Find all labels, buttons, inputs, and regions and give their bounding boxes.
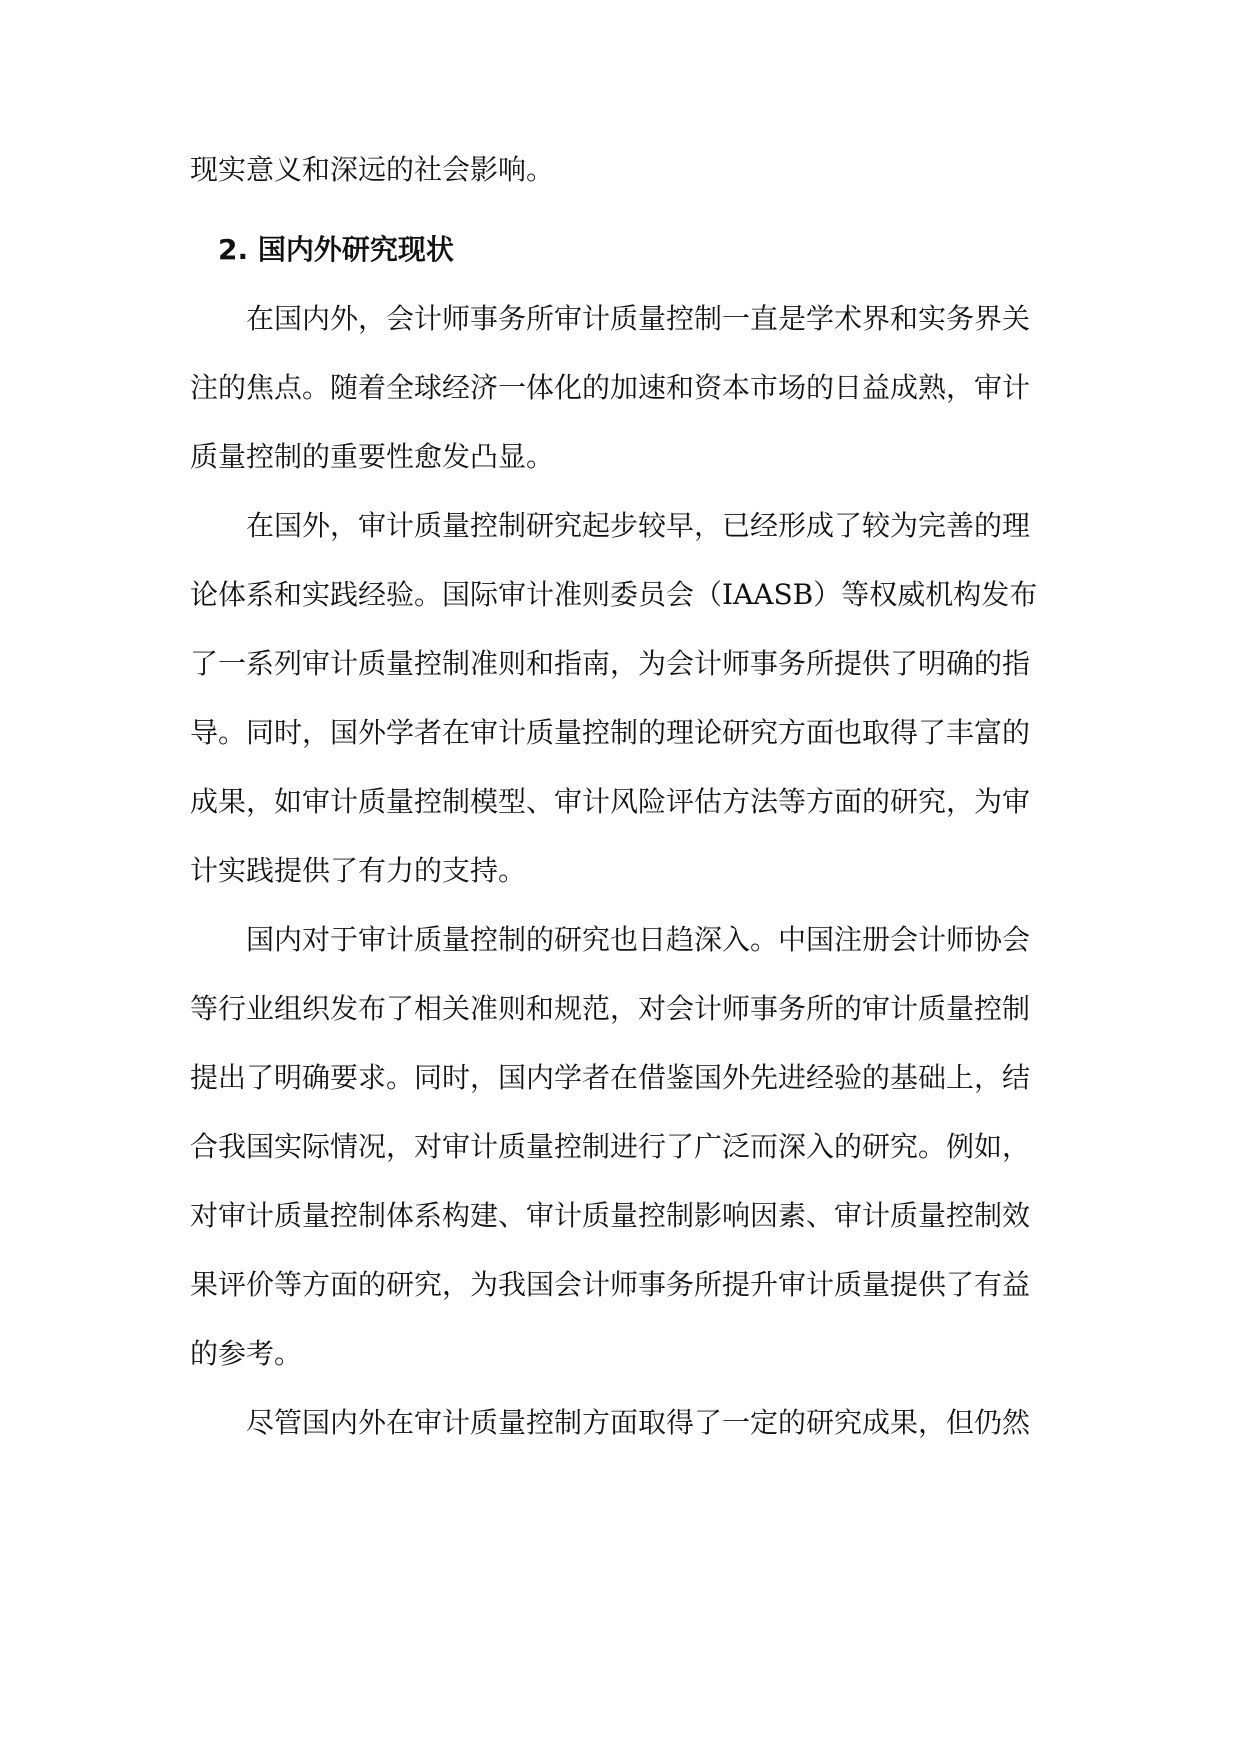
paragraph-3-line-2: 等行业组织发布了相关准则和规范，对会计师事务所的审计质量控制 — [190, 992, 1031, 1025]
paragraph-2-line-1: 在国外，审计质量控制研究起步较早，已经形成了较为完善的理 — [246, 509, 1031, 542]
paragraph-2-line-6: 计实践提供了有力的支持。 — [190, 854, 527, 887]
text-line-1: 现实意义和深远的社会影响。 — [190, 153, 555, 186]
paragraph-3-line-5: 对审计质量控制体系构建、审计质量控制影响因素、审计质量控制效 — [190, 1199, 1031, 1232]
section-heading: 2. 国内外研究现状 — [218, 233, 454, 266]
paragraph-2-line-3: 了一系列审计质量控制准则和指南，为会计师事务所提供了明确的指 — [190, 647, 1031, 680]
paragraph-2-line-2: 论体系和实践经验。国际审计准则委员会（IAASB）等权威机构发布 — [190, 578, 1038, 611]
paragraph-1-line-3: 质量控制的重要性愈发凸显。 — [190, 440, 555, 473]
paragraph-3-line-1: 国内对于审计质量控制的研究也日趋深入。中国注册会计师协会 — [246, 923, 1031, 956]
paragraph-3-line-3: 提出了明确要求。同时，国内学者在借鉴国外先进经验的基础上，结 — [190, 1061, 1031, 1094]
paragraph-3-line-4: 合我国实际情况，对审计质量控制进行了广泛而深入的研究。例如， — [190, 1130, 1031, 1163]
paragraph-2-line-5: 成果，如审计质量控制模型、审计风险评估方法等方面的研究，为审 — [190, 785, 1031, 818]
paragraph-1-line-2: 注的焦点。随着全球经济一体化的加速和资本市场的日益成熟，审计 — [190, 371, 1031, 404]
paragraph-2-line-4: 导。同时，国外学者在审计质量控制的理论研究方面也取得了丰富的 — [190, 716, 1031, 749]
paragraph-4-line-1: 尽管国内外在审计质量控制方面取得了一定的研究成果，但仍然 — [246, 1406, 1031, 1439]
paragraph-1-line-1: 在国内外，会计师事务所审计质量控制一直是学术界和实务界关 — [246, 302, 1031, 335]
paragraph-3-line-6: 果评价等方面的研究，为我国会计师事务所提升审计质量提供了有益 — [190, 1268, 1031, 1301]
paragraph-3-line-7: 的参考。 — [190, 1337, 303, 1370]
